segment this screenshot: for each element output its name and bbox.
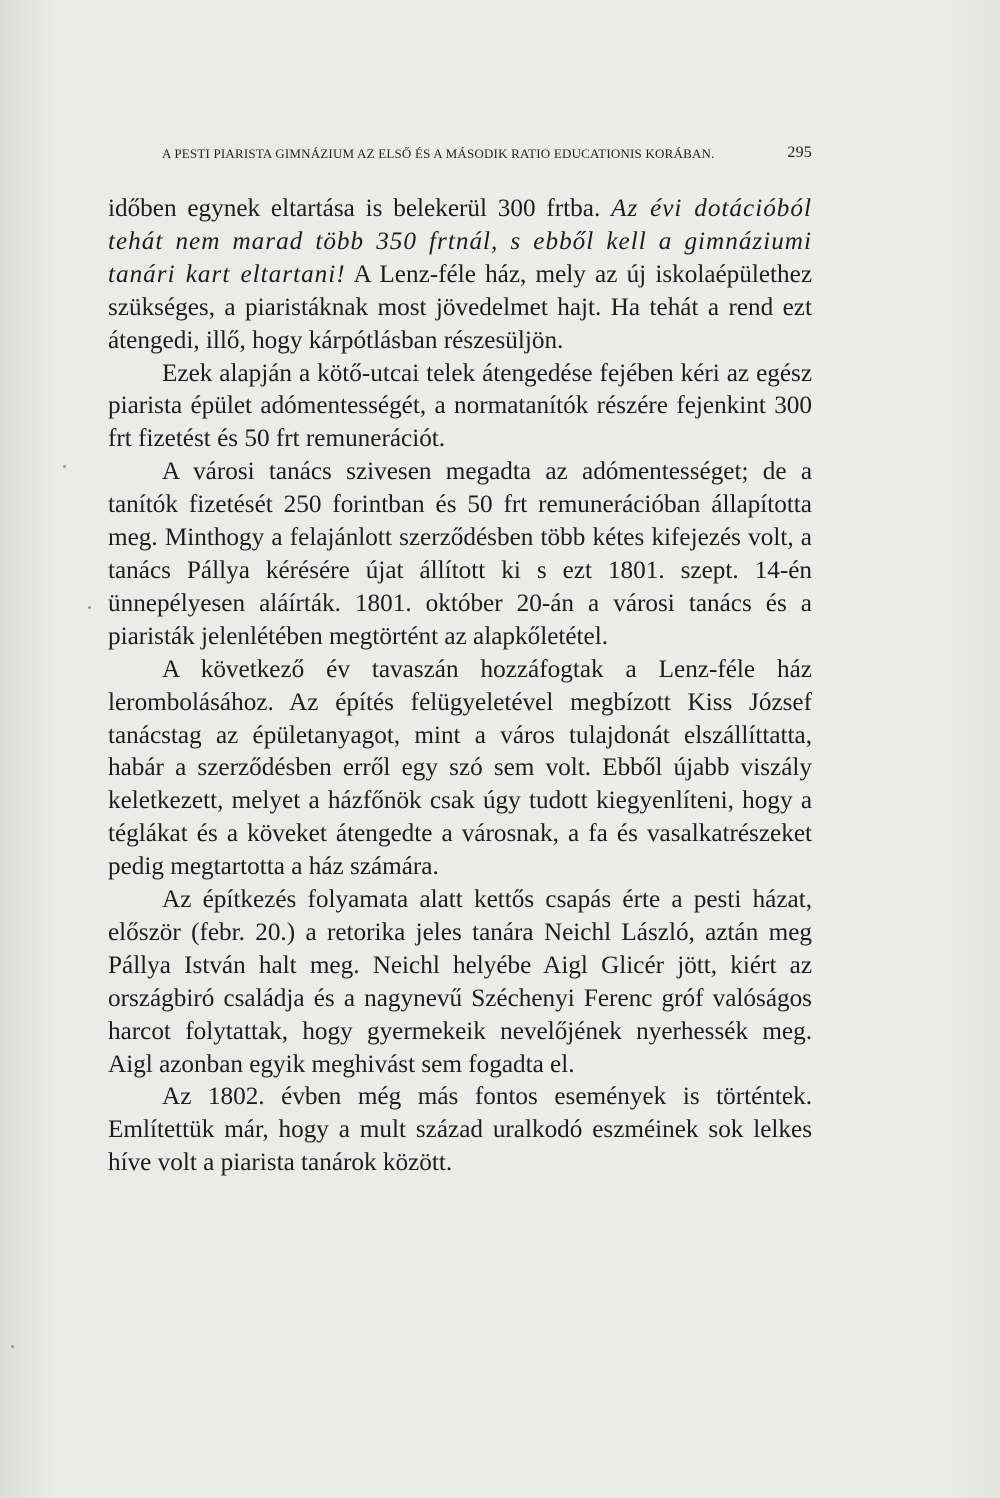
body-text bbox=[108, 193, 812, 1180]
paragraph-2: Ezek alapján a kötő-utcai telek átengedése fejében kéri az egész piarista épület adómentességét, a normatanítók részére fejenkint 300 frt fizetést és 50 frt remunerációt. bbox=[108, 359, 812, 453]
running-head bbox=[162, 146, 812, 162]
paragraph-1-italic: Az évi dotációból tehát nem marad több 350 frtnál, s ebből kell a gimnáziumi tanári kart eltartani! bbox=[108, 195, 812, 288]
paper-speck bbox=[11, 1345, 14, 1348]
paragraph-1-tail: A Lenz-féle ház, mely az új iskolaépülethez szükséges, a piaristáknak most jövedelmet hajt. Ha tehát a rend ezt átengedi, illő, hogy kárpótlásban részesüljön. bbox=[108, 260, 812, 354]
paragraph-1 bbox=[108, 193, 812, 358]
paragraph-4: A következő év tavaszán hozzáfogtak a Lenz-féle ház lerombolásához. Az építés felügyeletével megbízott Kiss József tanácstag az épületanyagot, mint a város tulajdonát elszállíttatta, habár a szerződésben erről egy szó sem volt. Ebből újabb viszály keletkezett, melyet a házfőnök csak úgy tudott kiegyenlíteni, hogy a téglákat és a köveket átengedte a városnak, a fa és vasalkatrészeket pedig megtartotta a ház számára. bbox=[108, 655, 812, 881]
paragraph-6: Az 1802. évben még más fontos események is történtek. Említettük már, hogy a mult század uralkodó eszméinek sok lelkes híve volt a piarista tanárok között. bbox=[108, 1083, 812, 1177]
running-title: A PESTI PIARISTA GIMNÁZIUM AZ ELSŐ ÉS A MÁSODIK RATIO EDUCATIONIS KORÁBAN. bbox=[162, 146, 715, 161]
paragraph-1-lead: időben egynek eltartása is belekerül 300 frtba. bbox=[108, 195, 612, 222]
page-number: 295 bbox=[787, 144, 812, 161]
paper-speck bbox=[63, 465, 66, 468]
paragraph-3: A városi tanács szivesen megadta az adómentességet; de a tanítók fizetését 250 forintban és 50 frt remunerációban állapította meg. Minthogy a felajánlott szerződésben több kétes kifejezés volt, a tanács Pállya kérésére újat állított ki s ezt 1801. szept. 14-én ünnepélyesen aláírták. 1801. október 20-án a városi tanács és a piaristák jelenlétében megtörtént az alapkőletétel. bbox=[108, 458, 812, 650]
paragraph-5: Az építkezés folyamata alatt kettős csapás érte a pesti házat, először (febr. 20.) a retorika jeles tanára Neichl László, aztán meg Pállya István halt meg. Neichl helyébe Aigl Glicér jött, kiért az országbiró családja és a nagynevű Széchenyi Ferenc gróf valóságos harcot folytattak, hogy gyermekeik nevelőjének nyerhessék meg. Aigl azonban egyik meghivást sem fogadta el. bbox=[108, 886, 812, 1078]
paper-speck bbox=[88, 606, 91, 609]
